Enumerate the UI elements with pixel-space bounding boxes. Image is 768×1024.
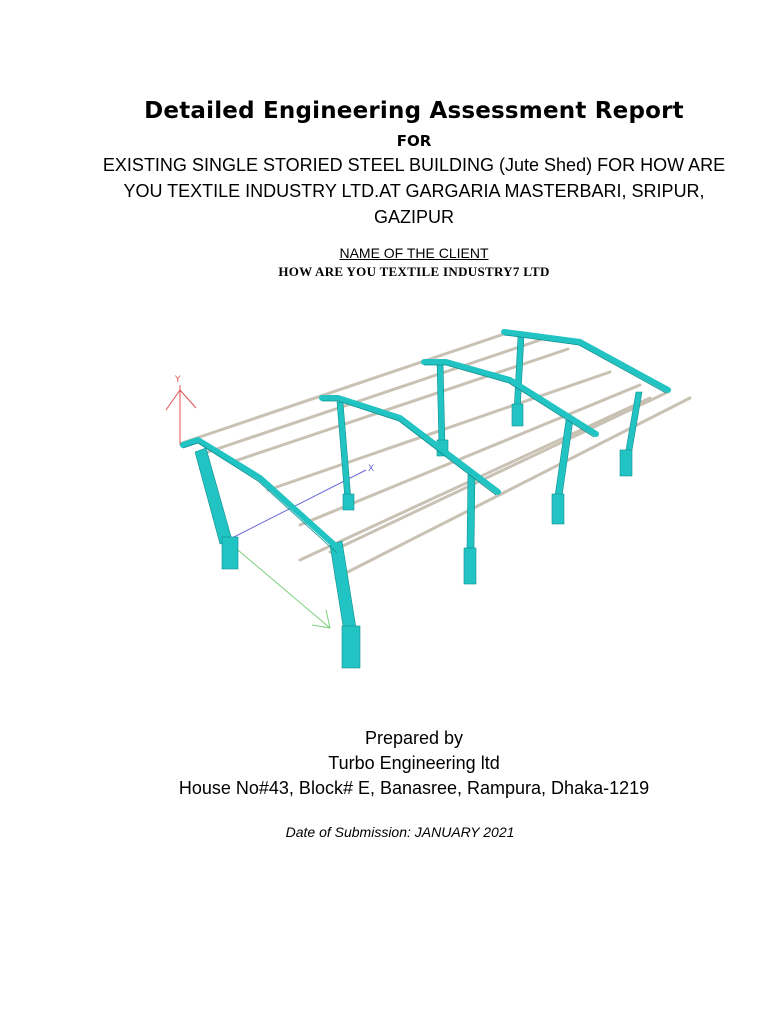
column-back-2 — [437, 362, 445, 446]
footing-front-3 — [552, 494, 564, 524]
subject-line-3: GAZIPUR — [373, 207, 454, 227]
company-name: Turbo Engineering ltd — [328, 753, 500, 773]
column-front-center — [330, 541, 356, 632]
client-name: HOW ARE YOU TEXTILE INDUSTRY7 LTD — [278, 264, 550, 279]
x-axis-label: X — [368, 464, 375, 474]
steel-structure-3d-model — [155, 318, 695, 678]
for-label: FOR — [396, 132, 432, 150]
subject-line-1: EXISTING SINGLE STORIED STEEL BUILDING (Jute Shed) FOR HOW ARE — [102, 155, 726, 175]
company-address: House No#43, Block# E, Banasree, Rampura, Dhaka-1219 — [178, 778, 650, 798]
purlin-1 — [182, 332, 510, 443]
column-front-2 — [467, 474, 475, 548]
footing-front-center — [342, 626, 360, 668]
y-axis-arrow-left — [166, 390, 180, 410]
purlin-2 — [208, 340, 540, 452]
footing-front-2 — [464, 548, 476, 584]
prepared-by-label: Prepared by — [364, 728, 464, 748]
report-title: Detailed Engineering Assessment Report — [144, 98, 684, 124]
purlin-6 — [330, 392, 668, 552]
columns — [195, 336, 642, 668]
y-axis-arrow-right — [180, 390, 196, 408]
footing-back-4 — [620, 450, 632, 476]
z-axis-line — [232, 545, 330, 628]
submission-date: Date of Submission: JANUARY 2021 — [285, 824, 515, 840]
column-back-4 — [626, 392, 642, 450]
purlins — [182, 332, 690, 578]
column-back-1 — [337, 402, 351, 500]
rafter-edges — [183, 335, 666, 553]
footing-back-3 — [512, 404, 523, 426]
prepared-by-block — [0, 726, 768, 801]
y-axis-label: Y — [175, 375, 181, 385]
footing-front-left — [222, 537, 238, 569]
client-label: NAME OF THE CLIENT — [339, 245, 489, 261]
subject-line-2: YOU TEXTILE INDUSTRY LTD.AT GARGARIA MASTERBARI, SRIPUR, — [123, 181, 705, 201]
column-front-left — [195, 448, 232, 544]
footing-back-1 — [343, 494, 354, 510]
report-subject — [0, 152, 768, 230]
